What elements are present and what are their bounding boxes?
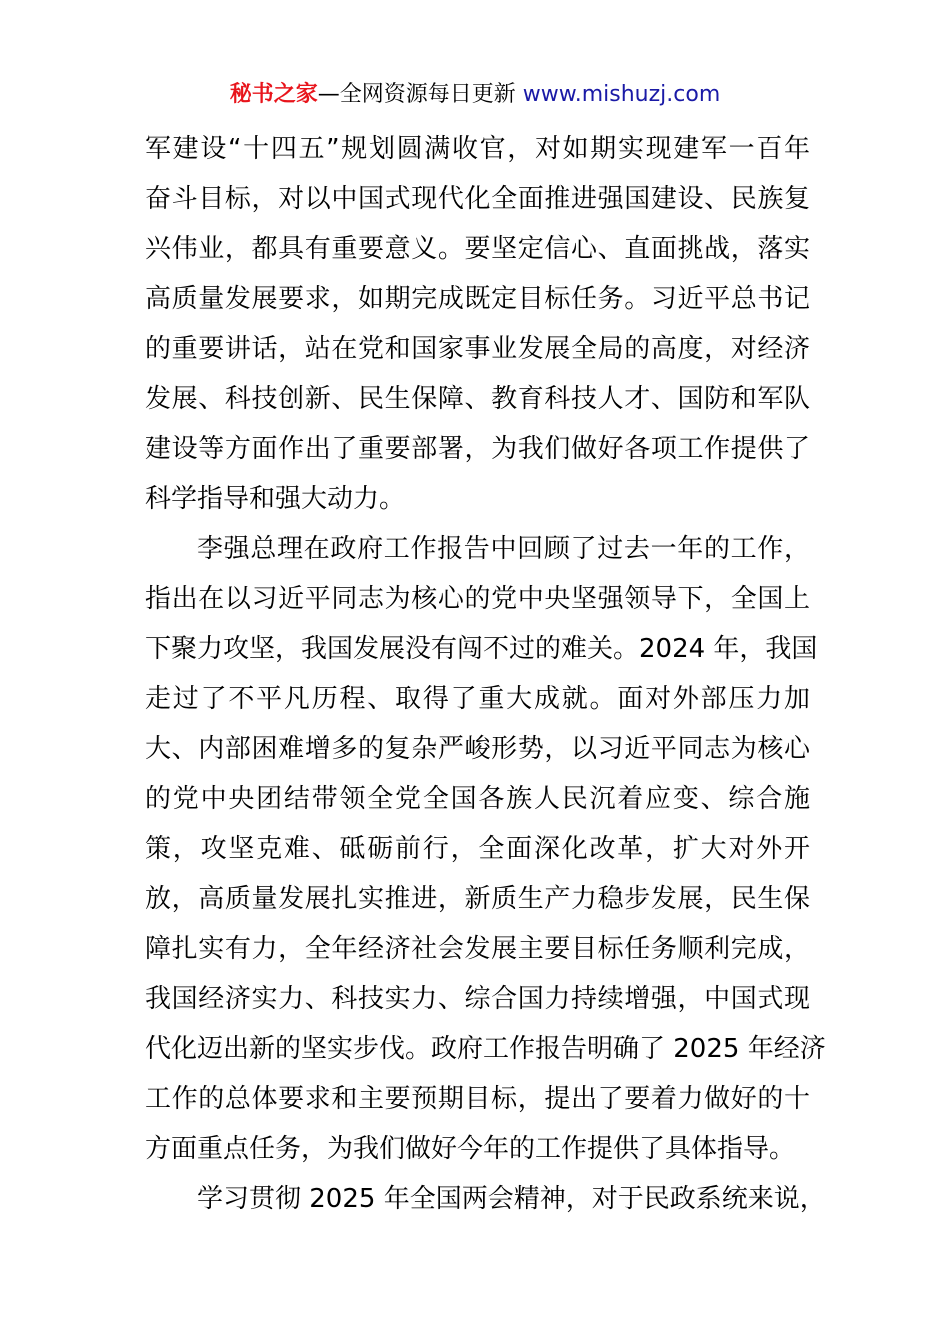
text-line: 发展、科技创新、民生保障、教育科技人才、国防和军队: [145, 384, 810, 414]
text-line: 奋斗目标，对以中国式现代化全面推进强国建设、民族复: [145, 184, 810, 214]
text-line: 策，攻坚克难、砥砺前行，全面深化改革，扩大对外开: [145, 834, 810, 864]
text-line: 方面重点任务，为我们做好今年的工作提供了具体指导。: [145, 1134, 796, 1164]
text-line: 下聚力攻坚，我国发展没有闯不过的难关。2024 年，我国: [145, 634, 818, 664]
document-body: [145, 124, 826, 1224]
site-tagline: —全网资源每日更新: [317, 82, 523, 107]
text-line: 代化迈出新的坚实步伐。政府工作报告明确了 2025 年经济: [145, 1034, 826, 1064]
site-brand: 秘书之家: [229, 82, 318, 107]
text-line: 学习贯彻 2025 年全国两会精神，对于民政系统来说，: [197, 1184, 826, 1214]
text-line: 建设等方面作出了重要部署，为我们做好各项工作提供了: [145, 434, 810, 464]
text-line: 放，高质量发展扎实推进，新质生产力稳步发展，民生保: [145, 884, 810, 914]
text-line: 军建设“十四五”规划圆满收官，对如期实现建军一百年: [145, 134, 810, 164]
text-line: 的重要讲话，站在党和国家事业发展全局的高度，对经济: [145, 334, 810, 364]
text-line: 大、内部困难增多的复杂严峻形势，以习近平同志为核心: [145, 734, 810, 764]
text-line: 走过了不平凡历程、取得了重大成就。面对外部压力加: [145, 684, 810, 714]
text-line: 我国经济实力、科技实力、综合国力持续增强，中国式现: [145, 984, 810, 1014]
text-line: 的党中央团结带领全党全国各族人民沉着应变、综合施: [145, 784, 810, 814]
site-url-link[interactable]: www.mishuzj.com: [522, 82, 721, 107]
text-line: 指出在以习近平同志为核心的党中央坚强领导下，全国上: [145, 584, 810, 614]
text-line: 障扎实有力，全年经济社会发展主要目标任务顺利完成，: [145, 934, 810, 964]
text-line: 兴伟业，都具有重要意义。要坚定信心、直面挑战，落实: [145, 234, 810, 264]
text-line: 科学指导和强大动力。: [145, 484, 406, 514]
paragraph: [145, 1174, 826, 1224]
paragraph: [145, 124, 810, 524]
site-header: [0, 80, 950, 110]
text-line: 工作的总体要求和主要预期目标，提出了要着力做好的十: [145, 1084, 810, 1114]
text-line: 高质量发展要求，如期完成既定目标任务。习近平总书记: [145, 284, 810, 314]
text-line: 李强总理在政府工作报告中回顾了过去一年的工作，: [197, 534, 810, 564]
paragraph: [145, 524, 826, 1174]
